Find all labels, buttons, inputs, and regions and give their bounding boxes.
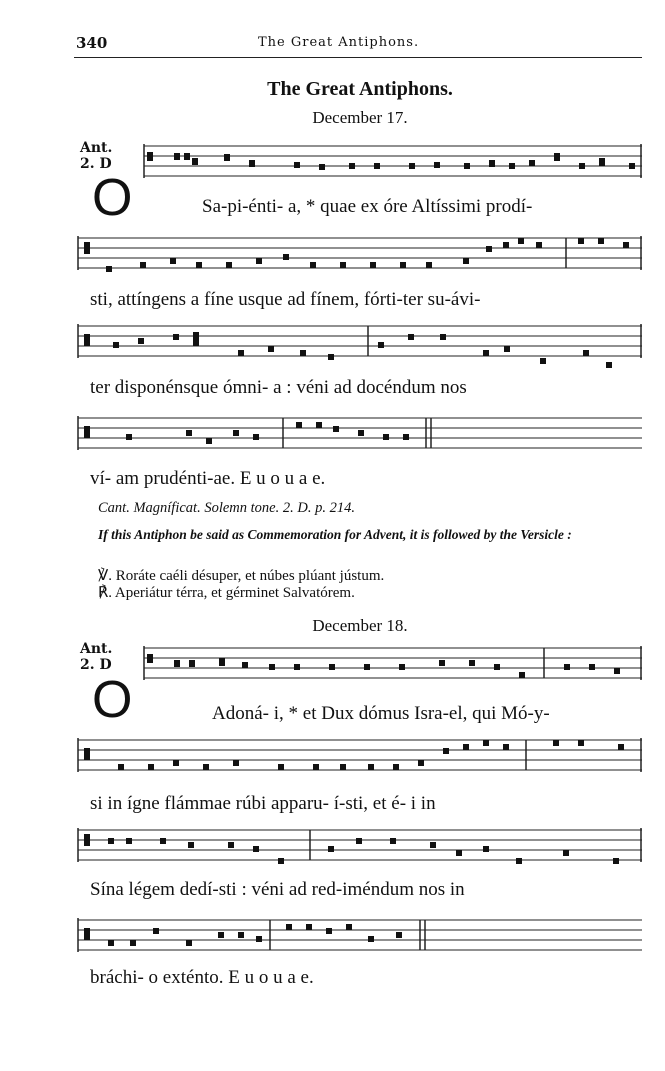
lyric-line: si in ígne flámmae rúbi apparu- í-sti, et é- i in	[90, 793, 436, 814]
music-staff	[144, 140, 642, 186]
rubric-note: If this Antiphon be said as Commemoration for Advent, it is followed by the Versicle :	[98, 527, 572, 542]
running-title: The Great Antiphons.	[258, 35, 420, 50]
versicle: ℣. Roráte caéli désuper, et núbes plúant jústum.	[98, 568, 385, 584]
initial-letter: O	[92, 169, 133, 227]
antiphon-date: December 17.	[312, 108, 408, 127]
music-staff	[78, 824, 642, 870]
header-rule	[74, 57, 642, 58]
antiphon-date: December 18.	[312, 616, 408, 635]
lyric-line: Sína légem dedí-sti : véni ad red-iméndum nos in	[90, 879, 465, 900]
response: ℟. Aperiátur térra, et gérminet Salvatórem.	[98, 585, 355, 601]
antiphon-label: Ant. 2. D	[80, 140, 113, 172]
music-staff	[78, 914, 642, 960]
lyric-line: sti, attíngens a fíne usque ad fínem, fórti-ter su-ávi-	[90, 289, 481, 310]
music-staff	[78, 232, 642, 278]
canticle-reference: Cant. Magníficat. Solemn tone. 2. D. p. 214.	[98, 500, 355, 516]
lyric-line: bráchi- o exténto. E u o u a e.	[90, 967, 314, 988]
music-staff	[78, 412, 642, 458]
lyric-line: ví- am prudénti-ae. E u o u a e.	[90, 468, 326, 489]
music-staff	[78, 734, 642, 780]
initial-letter: O	[92, 671, 133, 729]
lyric-line: Adoná- i, * et Dux dómus Isra-el, qui Mó-y-	[212, 703, 550, 724]
music-staff	[144, 642, 642, 688]
lyric-line: ter disponénsque ómni- a : véni ad docéndum nos	[90, 377, 467, 398]
antiphon-label: Ant. 2. D	[80, 641, 113, 673]
page-title: The Great Antiphons.	[267, 78, 453, 100]
music-staff	[78, 320, 642, 366]
page-number: 340	[76, 34, 108, 52]
lyric-line: Sa-pi-énti- a, * quae ex óre Altíssimi prodí-	[202, 196, 533, 217]
